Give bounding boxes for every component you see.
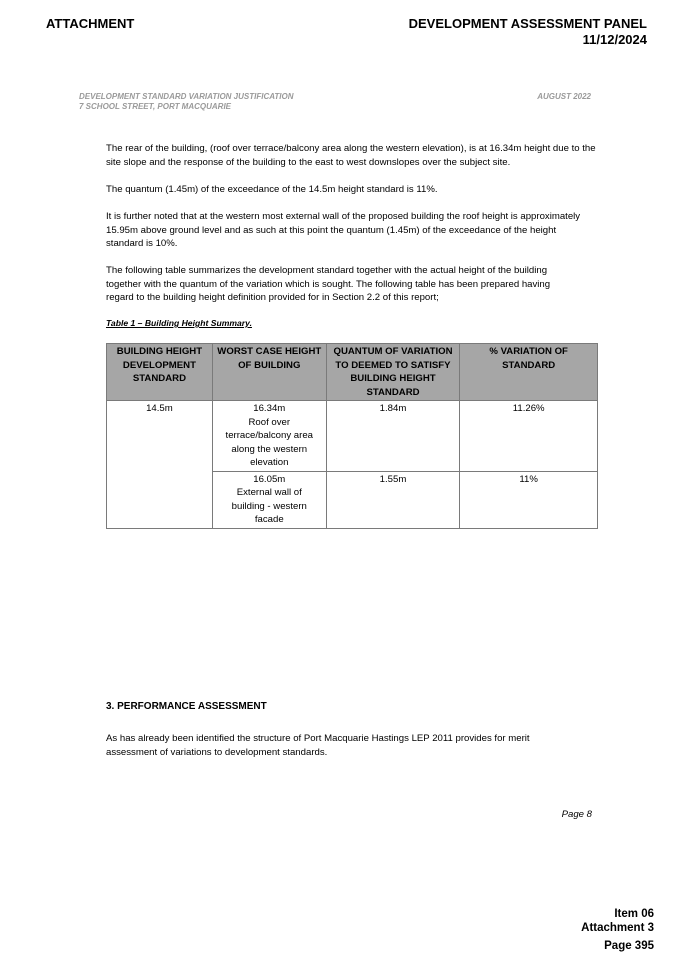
panel-title: DEVELOPMENT ASSESSMENT PANEL	[408, 16, 647, 31]
document-title: DEVELOPMENT STANDARD VARIATION JUSTIFICATION	[79, 92, 294, 101]
paragraph-table-intro: The following table summarizes the development standard together with the actual height of the building together with the quantum of the variation which is sought. The following table has been prepared having regard to the building height definition provided for in Section 2.2 of this report;	[106, 265, 551, 303]
panel-header	[409, 16, 647, 48]
document-date: AUGUST 2022	[537, 92, 591, 101]
building-height-summary-table	[106, 343, 598, 529]
agenda-page-number: Page 395	[604, 940, 654, 952]
column-header-worst-case: WORST CASE HEIGHT OF BUILDING	[212, 344, 326, 401]
standard-cell: 14.5m	[107, 401, 213, 529]
column-header-variation: % VARIATION OF STANDARD	[460, 344, 598, 401]
column-header-quantum: QUANTUM OF VARIATION TO DEEMED TO SATISFY BUILDING HEIGHT STANDARD	[326, 344, 460, 401]
item-reference	[581, 907, 654, 935]
height-value: 16.34m	[253, 403, 286, 414]
table-header-row	[107, 344, 598, 401]
paragraph-quantum: The quantum (1.45m) of the exceedance of the 14.5m height standard is 11%.	[106, 184, 438, 195]
quantum-cell: 1.84m	[326, 401, 460, 472]
variation-cell: 11%	[460, 471, 598, 528]
section-paragraph: As has already been identified the structure of Port Macquarie Hastings LEP 2011 provides for merit assessment of variations to development standards.	[106, 733, 530, 758]
attachment-number: Attachment 3	[581, 922, 654, 934]
paragraph-rear-building: The rear of the building, (roof over terrace/balcony area along the western elevation), is at 16.34m height due to the site slope and the response of the building to the east to west downslopes over the subject site.	[106, 143, 596, 168]
paragraph-western-wall: It is further noted that at the western most external wall of the proposed building the roof height is approximately 15.95m above ground level and as such at this point the quantum (1.45m) of the exceedance of the height standard is 10%.	[106, 211, 581, 249]
table-caption: Table 1 – Building Height Summary.	[106, 318, 252, 328]
table-row	[107, 401, 598, 472]
panel-date: 11/12/2024	[582, 32, 647, 47]
height-value: 16.05m	[253, 473, 286, 485]
height-description: External wall of building - western facade	[231, 487, 307, 525]
item-number: Item 06	[614, 908, 654, 920]
attachment-label: ATTACHMENT	[46, 16, 135, 31]
document-page-number: Page 8	[561, 809, 592, 820]
site-address: 7 SCHOOL STREET, PORT MACQUARIE	[79, 102, 232, 111]
document-subheader	[79, 92, 294, 112]
height-description: Roof over terrace/balcony area along the western elevation	[225, 416, 313, 468]
section-heading: 3. PERFORMANCE ASSESSMENT	[106, 701, 267, 712]
height-cell	[212, 471, 326, 528]
variation-cell: 11.26%	[460, 401, 598, 472]
height-cell	[212, 401, 326, 472]
column-header-standard: BUILDING HEIGHT DEVELOPMENT STANDARD	[107, 344, 213, 401]
quantum-cell: 1.55m	[326, 471, 460, 528]
